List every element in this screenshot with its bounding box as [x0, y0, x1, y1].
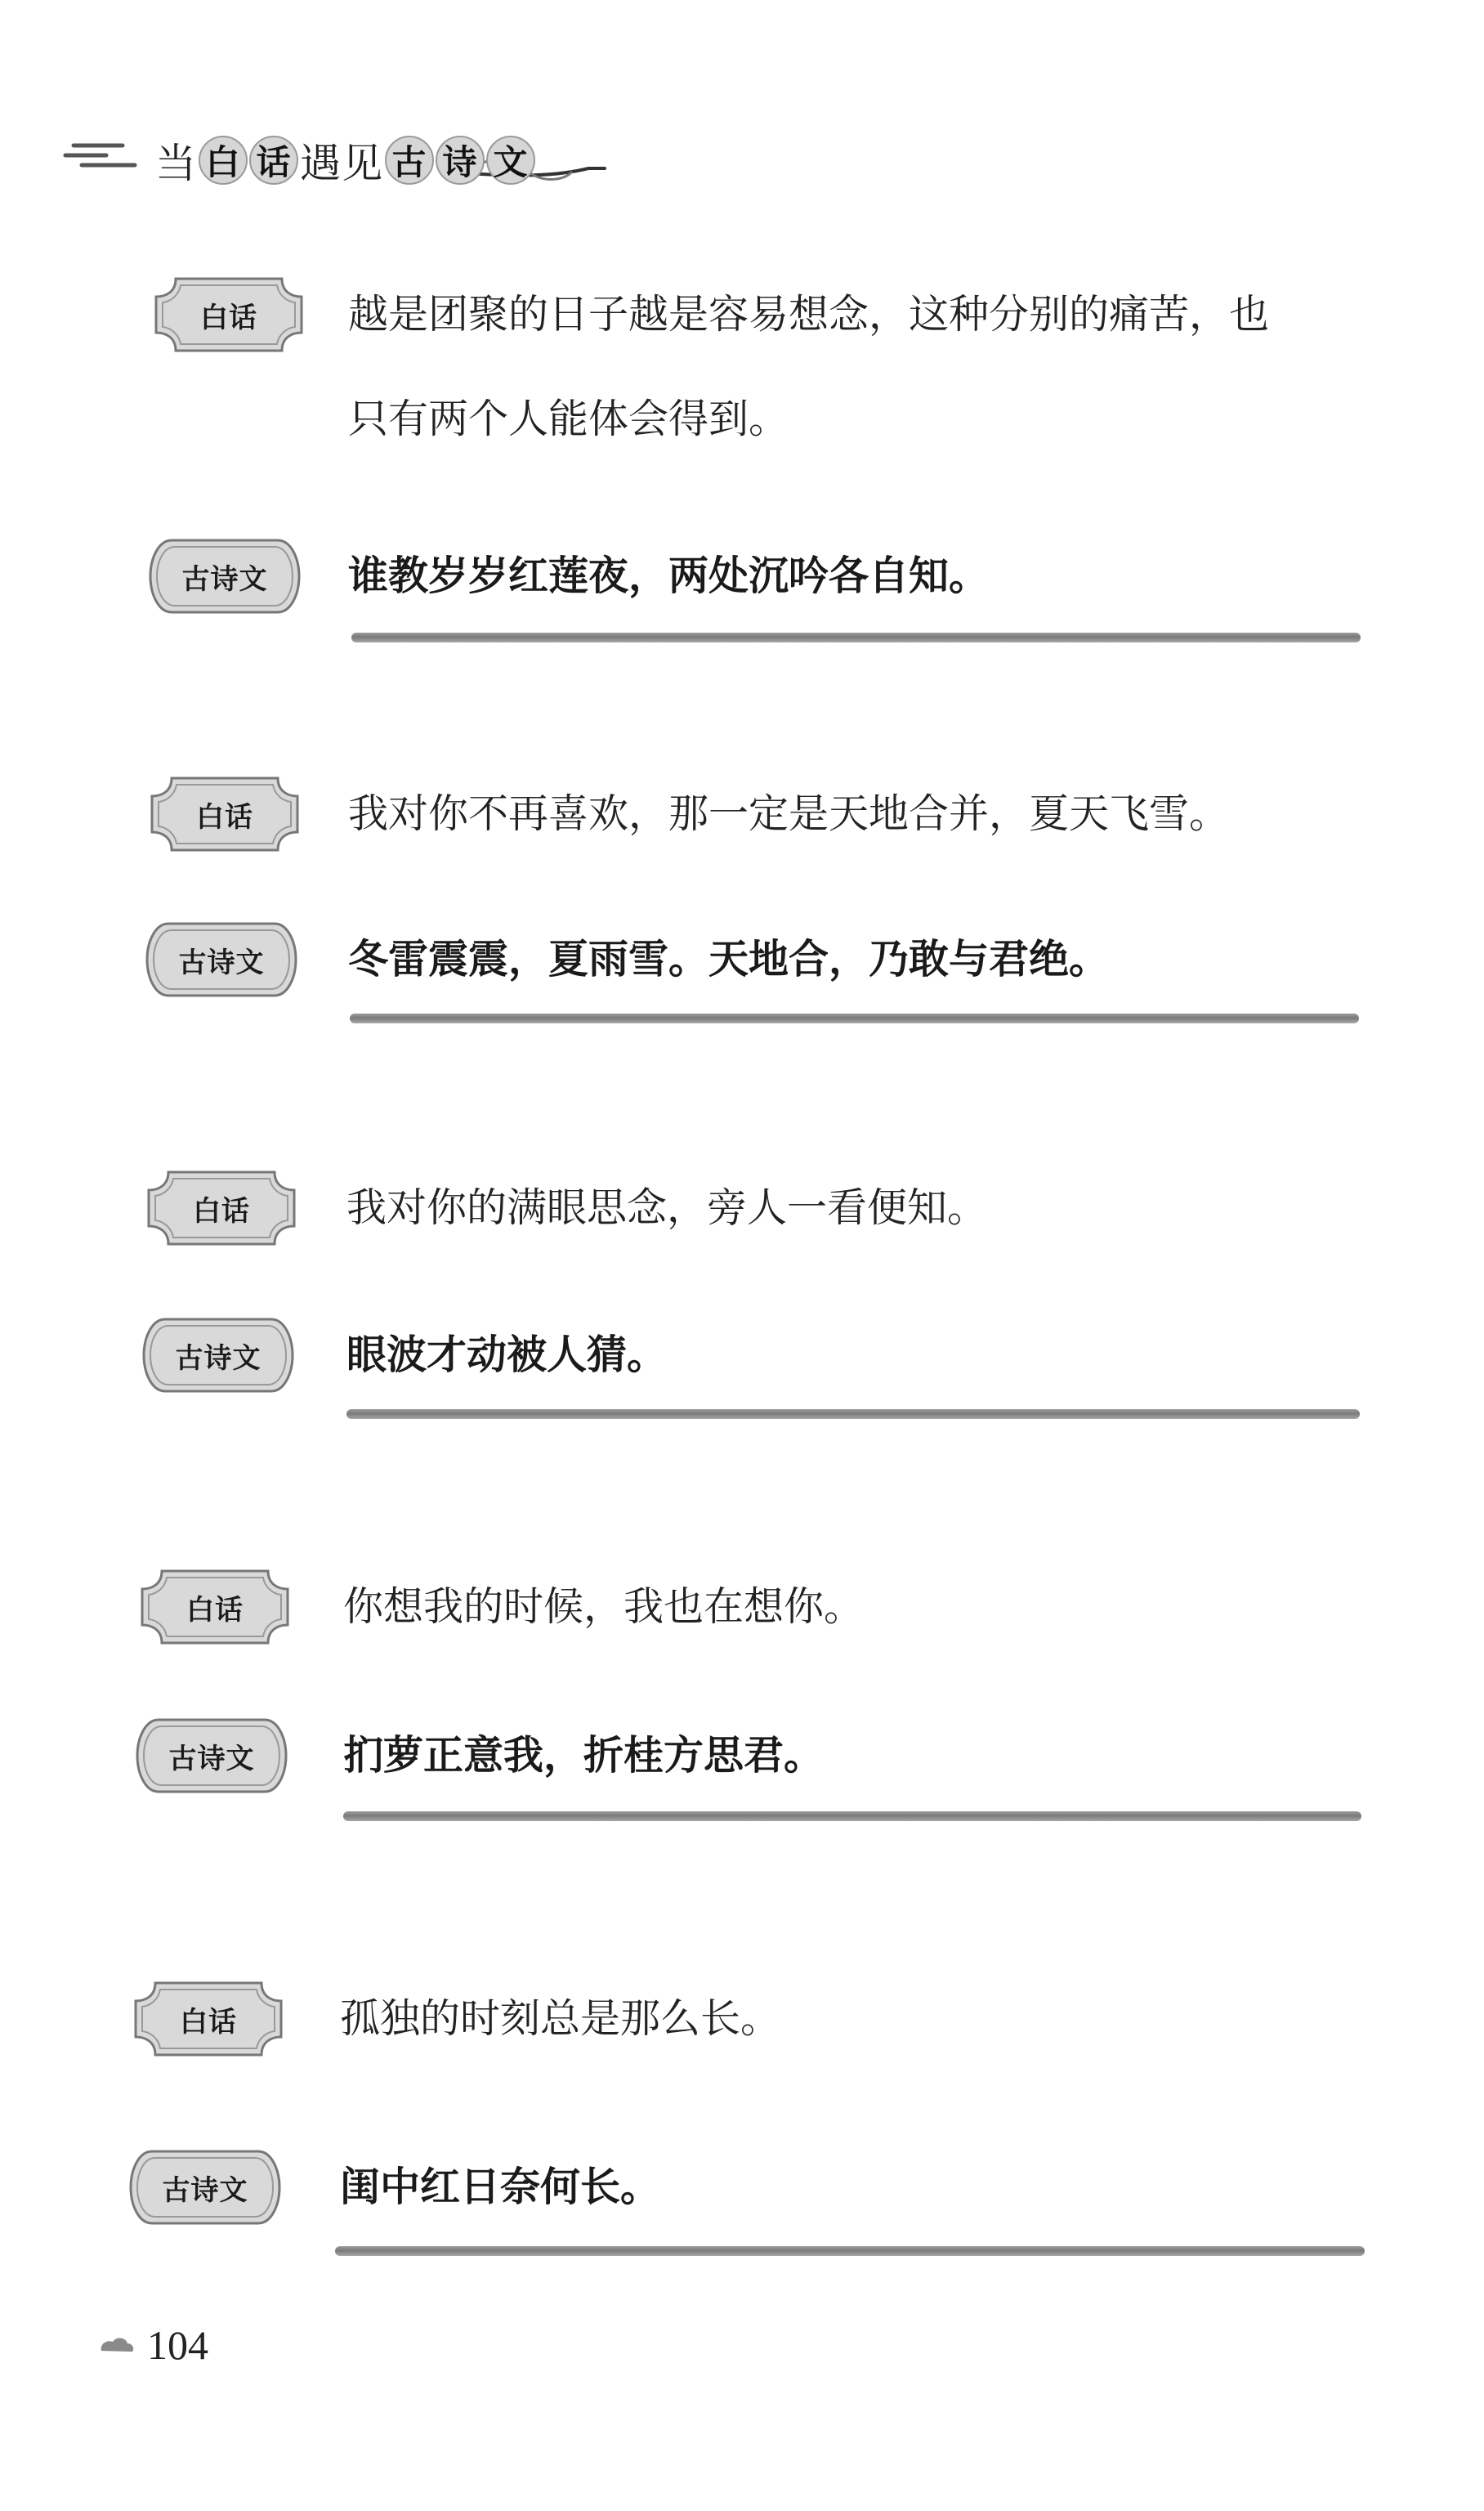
baihua-badge: [151, 274, 306, 356]
baihua-text: 我对你不再喜欢，那一定是天地合并，夏天飞雪。: [348, 790, 1230, 837]
gushiwen-badge: [141, 1314, 296, 1396]
header-text-prefix: 当: [155, 140, 197, 187]
gushiwen-label: 古诗文: [175, 1341, 261, 1375]
gushiwen-text: 眼波才动被人猜。: [346, 1332, 668, 1378]
gushiwen-badge: [147, 535, 302, 617]
baihua-badge: [144, 1167, 299, 1249]
baihua-text: 只有两个人能体会得到。: [348, 396, 789, 442]
page-header: [57, 123, 613, 188]
gushiwen-label: 古诗文: [168, 1742, 255, 1775]
baihua-text: 孤独的时刻总是那么长。: [340, 1995, 781, 2042]
page-footer: [98, 2321, 208, 2369]
section-divider: [335, 2246, 1365, 2256]
header-circle-char: 白: [199, 136, 248, 185]
baihua-text: 你想我的时候，我也在想你。: [343, 1583, 865, 1630]
baihua-text: 我对你的满眼思念，旁人一看便知。: [346, 1184, 988, 1231]
header-circle-char: 文: [486, 136, 535, 185]
gushiwen-text: 扪萝正意我，折桂方思君。: [343, 1732, 825, 1779]
gushiwen-text: 谁教岁岁红莲夜，两处沉吟各自知。: [348, 553, 990, 599]
gushiwen-badge: [127, 2146, 283, 2228]
gushiwen-text: 冬雷震震，夏雨雪。天地合，乃敢与君绝。: [348, 936, 1110, 982]
section-divider: [350, 1014, 1359, 1023]
baihua-label: 白话: [186, 1593, 244, 1627]
cloud-icon: [98, 2334, 136, 2356]
baihua-badge: [131, 1978, 286, 2060]
gushiwen-label: 古诗文: [181, 562, 268, 596]
header-circle-char: 话: [249, 136, 298, 185]
section-divider: [343, 1811, 1361, 1821]
page-number: 104: [147, 2322, 208, 2368]
baihua-badge: [137, 1566, 293, 1648]
gushiwen-label: 古诗文: [178, 946, 265, 979]
gushiwen-badge: [134, 1715, 289, 1797]
gushiwen-badge: [144, 919, 299, 1000]
baihua-label: 白话: [180, 2005, 237, 2039]
page-header-title: [155, 131, 535, 190]
header-circle-char: 诗: [436, 136, 485, 185]
baihua-label: 白话: [200, 301, 257, 334]
section-divider: [351, 633, 1361, 642]
header-circle-char: 古: [385, 136, 434, 185]
baihua-badge: [147, 773, 302, 855]
baihua-label: 白话: [196, 800, 253, 834]
baihua-label: 白话: [193, 1194, 250, 1228]
gushiwen-text: 闺中红日奈何长。: [340, 2164, 661, 2210]
section-divider: [346, 1409, 1360, 1419]
gushiwen-label: 古诗文: [162, 2173, 248, 2207]
header-text-mid: 遇见: [300, 140, 383, 187]
baihua-text: 越是团聚的日子越是容易想念，这种分别的痛苦，也: [348, 291, 1270, 338]
